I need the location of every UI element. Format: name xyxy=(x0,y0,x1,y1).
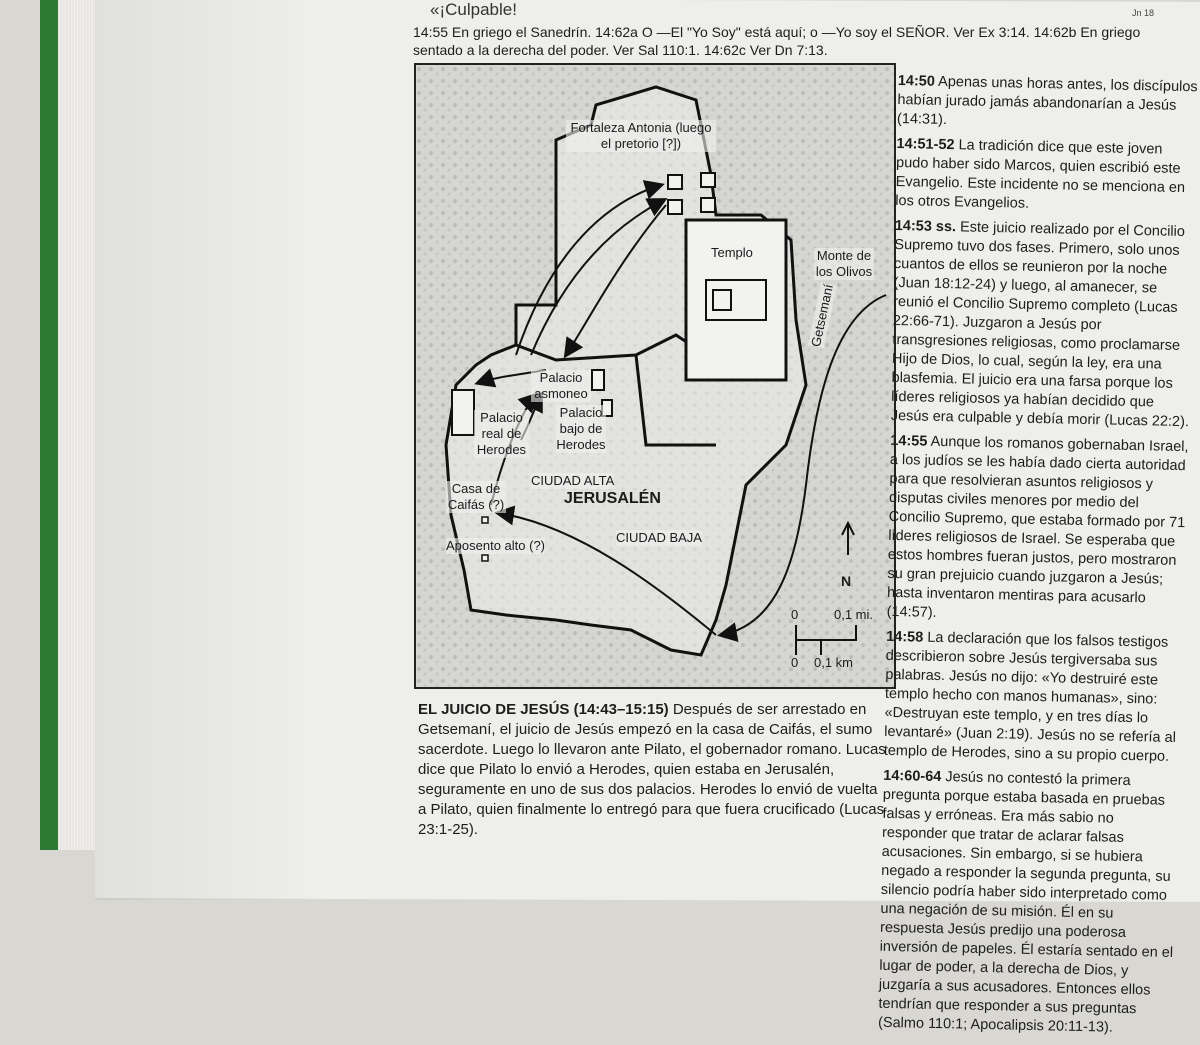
antonia-tower-1 xyxy=(668,175,682,189)
label-jerusalen: JERUSALÉN xyxy=(564,490,661,507)
label-ciudad-alta: CIUDAD ALTA xyxy=(531,473,615,488)
label-aposento: Aposento alto (?) xyxy=(446,538,546,553)
label-palacio-bajo: Palacio bajo de Herodes xyxy=(556,405,606,452)
note-text: Aunque los romanos gobernaban Israel, a los judíos se les había dado cierta autoridad para que resolvieran asuntos religiosos y disputas civiles menores por medio del Concilio Supremo, que estaba formado por 71 líderes religiosos de Israel. Se esperaba que estos hombres fueran justos, pero mostraron su gran prejuicio cuando juzgaron a Jesús; hasta inventaron mentiras para acusarlo (14:57). xyxy=(886,433,1189,621)
palacio-real-building xyxy=(452,390,474,435)
note-ref: 14:60-64 xyxy=(883,767,942,786)
note-text: La tradición dice que este joven pudo haber sido Marcos, quien escribió este Evangelio. Este incidente no se menciona en los otros Evangelios. xyxy=(895,137,1186,212)
footnote-line-2: sentado a la derecha del poder. Ver Sal 110:1. 14:62c Ver Dn 7:13. xyxy=(413,42,828,58)
note-text: La declaración que los falsos testigos describieron sobre Jesús tergiversaba sus palabras. Jesús no dijo: «Yo destruiré este templo hecho con manos humanas», sino: «Destruyan este templo, y en tres días lo levantaré» (Juan 2:19). Jesús no se refería al templo de Herodes, sino a su propio cuerpo. xyxy=(883,629,1177,765)
side-reference: Jn 18 xyxy=(1132,8,1155,18)
antonia-tower-4 xyxy=(701,198,715,212)
temple-enclosure xyxy=(686,220,786,380)
note-14-60-64 xyxy=(878,767,1184,1039)
note-text: Este juicio realizado por el Concilio Supremo tuvo dos fases. Primero, solo unos cuantos de ellos se reunieron por la noche (Juan 18:12-24) y luego, al amanecer, se reunió el Concilio Supremo completo (Lucas 22:66-71). Juzgaron a Jesús por transgresiones religiosas, como proclamarse Hijo de Dios, lo cual, según la ley, era una blasfemia. El juicio era una farsa porque los líderes religiosos ya habían decidido que Jesús era culpable y debía morir (Lucas 22:2). xyxy=(890,219,1190,431)
label-antonia: Fortaleza Antonia (luego el pretorio [?]) xyxy=(566,120,716,152)
note-ref: 14:55 xyxy=(890,432,928,450)
map-caption xyxy=(418,700,888,840)
note-ref: 14:53 ss. xyxy=(894,217,957,236)
footnote-line-1: 14:55 En griego el Sanedrín. 14:62a O —El "Yo Soy" está aquí; o —Yo soy el SEÑOR. Ver Ex 3:14. 14:62b En griego xyxy=(413,24,1141,40)
label-olivos: Monte de los Olivos xyxy=(815,248,873,279)
note-text: Apenas unas horas antes, los discípulos habían jurado jamás abandonarían a Jesús (14:31). xyxy=(896,73,1198,129)
label-templo: Templo xyxy=(711,245,753,260)
note-14-51-52 xyxy=(895,135,1197,217)
label-scale-km: 0,1 km xyxy=(814,655,854,670)
note-14-58 xyxy=(884,628,1187,767)
running-title-fragment: «¡Culpable! xyxy=(430,0,517,19)
label-caifas: Casa de Caifás (?) xyxy=(447,481,505,512)
palacio-asmoneo-building xyxy=(592,370,604,390)
label-palacio-real: Palacio real de Herodes xyxy=(474,410,529,458)
caifas-house xyxy=(482,517,488,523)
antonia-tower-2 xyxy=(701,173,715,187)
label-getsemani: Getsemaní xyxy=(808,282,836,349)
note-ref: 14:58 xyxy=(886,628,924,646)
notes-column xyxy=(878,72,1198,1045)
label-scale-mi: 0,1 mi. xyxy=(834,607,874,622)
map-drawing xyxy=(416,65,894,687)
note-14-53 xyxy=(891,217,1195,432)
jerusalem-map xyxy=(414,63,896,689)
label-north: N xyxy=(841,573,852,589)
note-ref: 14:50 xyxy=(897,72,936,90)
note-text: Jesús no contestó la primera pregunta porque estaba basada en pruebas falsas y erróneas. Era más sabio no responder que tratar de aclarar falsas acusaciones. Sin embargo, si se hubiera negado a responder la segunda pregunta, su silencio podría haber sido interpretado como una negación de su misión. Él en su respuesta Jesús predijo una poderosa inversión de papeles. Él estaría sentado en el lugar de poder, a la derecha de Dios, y juzgaría a sus acusadores. Entonces ellos tendrían que responder a sus preguntas (Salmo 110:1; Apocalipsis 20:11-13). xyxy=(877,769,1174,1036)
caption-text: Después de ser arrestado en Getsemaní, el juicio de Jesús empezó en la casa de Caifás, el sumo sacerdote. Luego lo llevaron ante Pilato, el gobernador romano. Lucas dice que Pilato lo envió a Herodes, quien estaba en Jerusalén, seguramente en uno de sus dos palacios. Herodes lo envió de vuelta a Pilato, quien finalmente lo entregó para que fuera crucificado (Lucas 23:1-25). xyxy=(418,701,886,838)
caption-title: EL JUICIO DE JESÚS (14:43–15:15) xyxy=(418,701,669,718)
label-ciudad-baja: CIUDAD BAJA xyxy=(616,530,702,545)
note-ref: 14:51-52 xyxy=(896,135,955,154)
aposento-house xyxy=(482,555,488,561)
note-14-50 xyxy=(897,72,1198,135)
note-14-55 xyxy=(886,432,1190,628)
label-scale-km-zero: 0 xyxy=(791,655,799,670)
antonia-tower-3 xyxy=(668,200,682,214)
label-scale-mi-zero: 0 xyxy=(791,607,799,622)
gutter-shadow xyxy=(95,0,315,900)
label-palacio-asmoneo: Palacio asmoneo xyxy=(531,370,591,402)
